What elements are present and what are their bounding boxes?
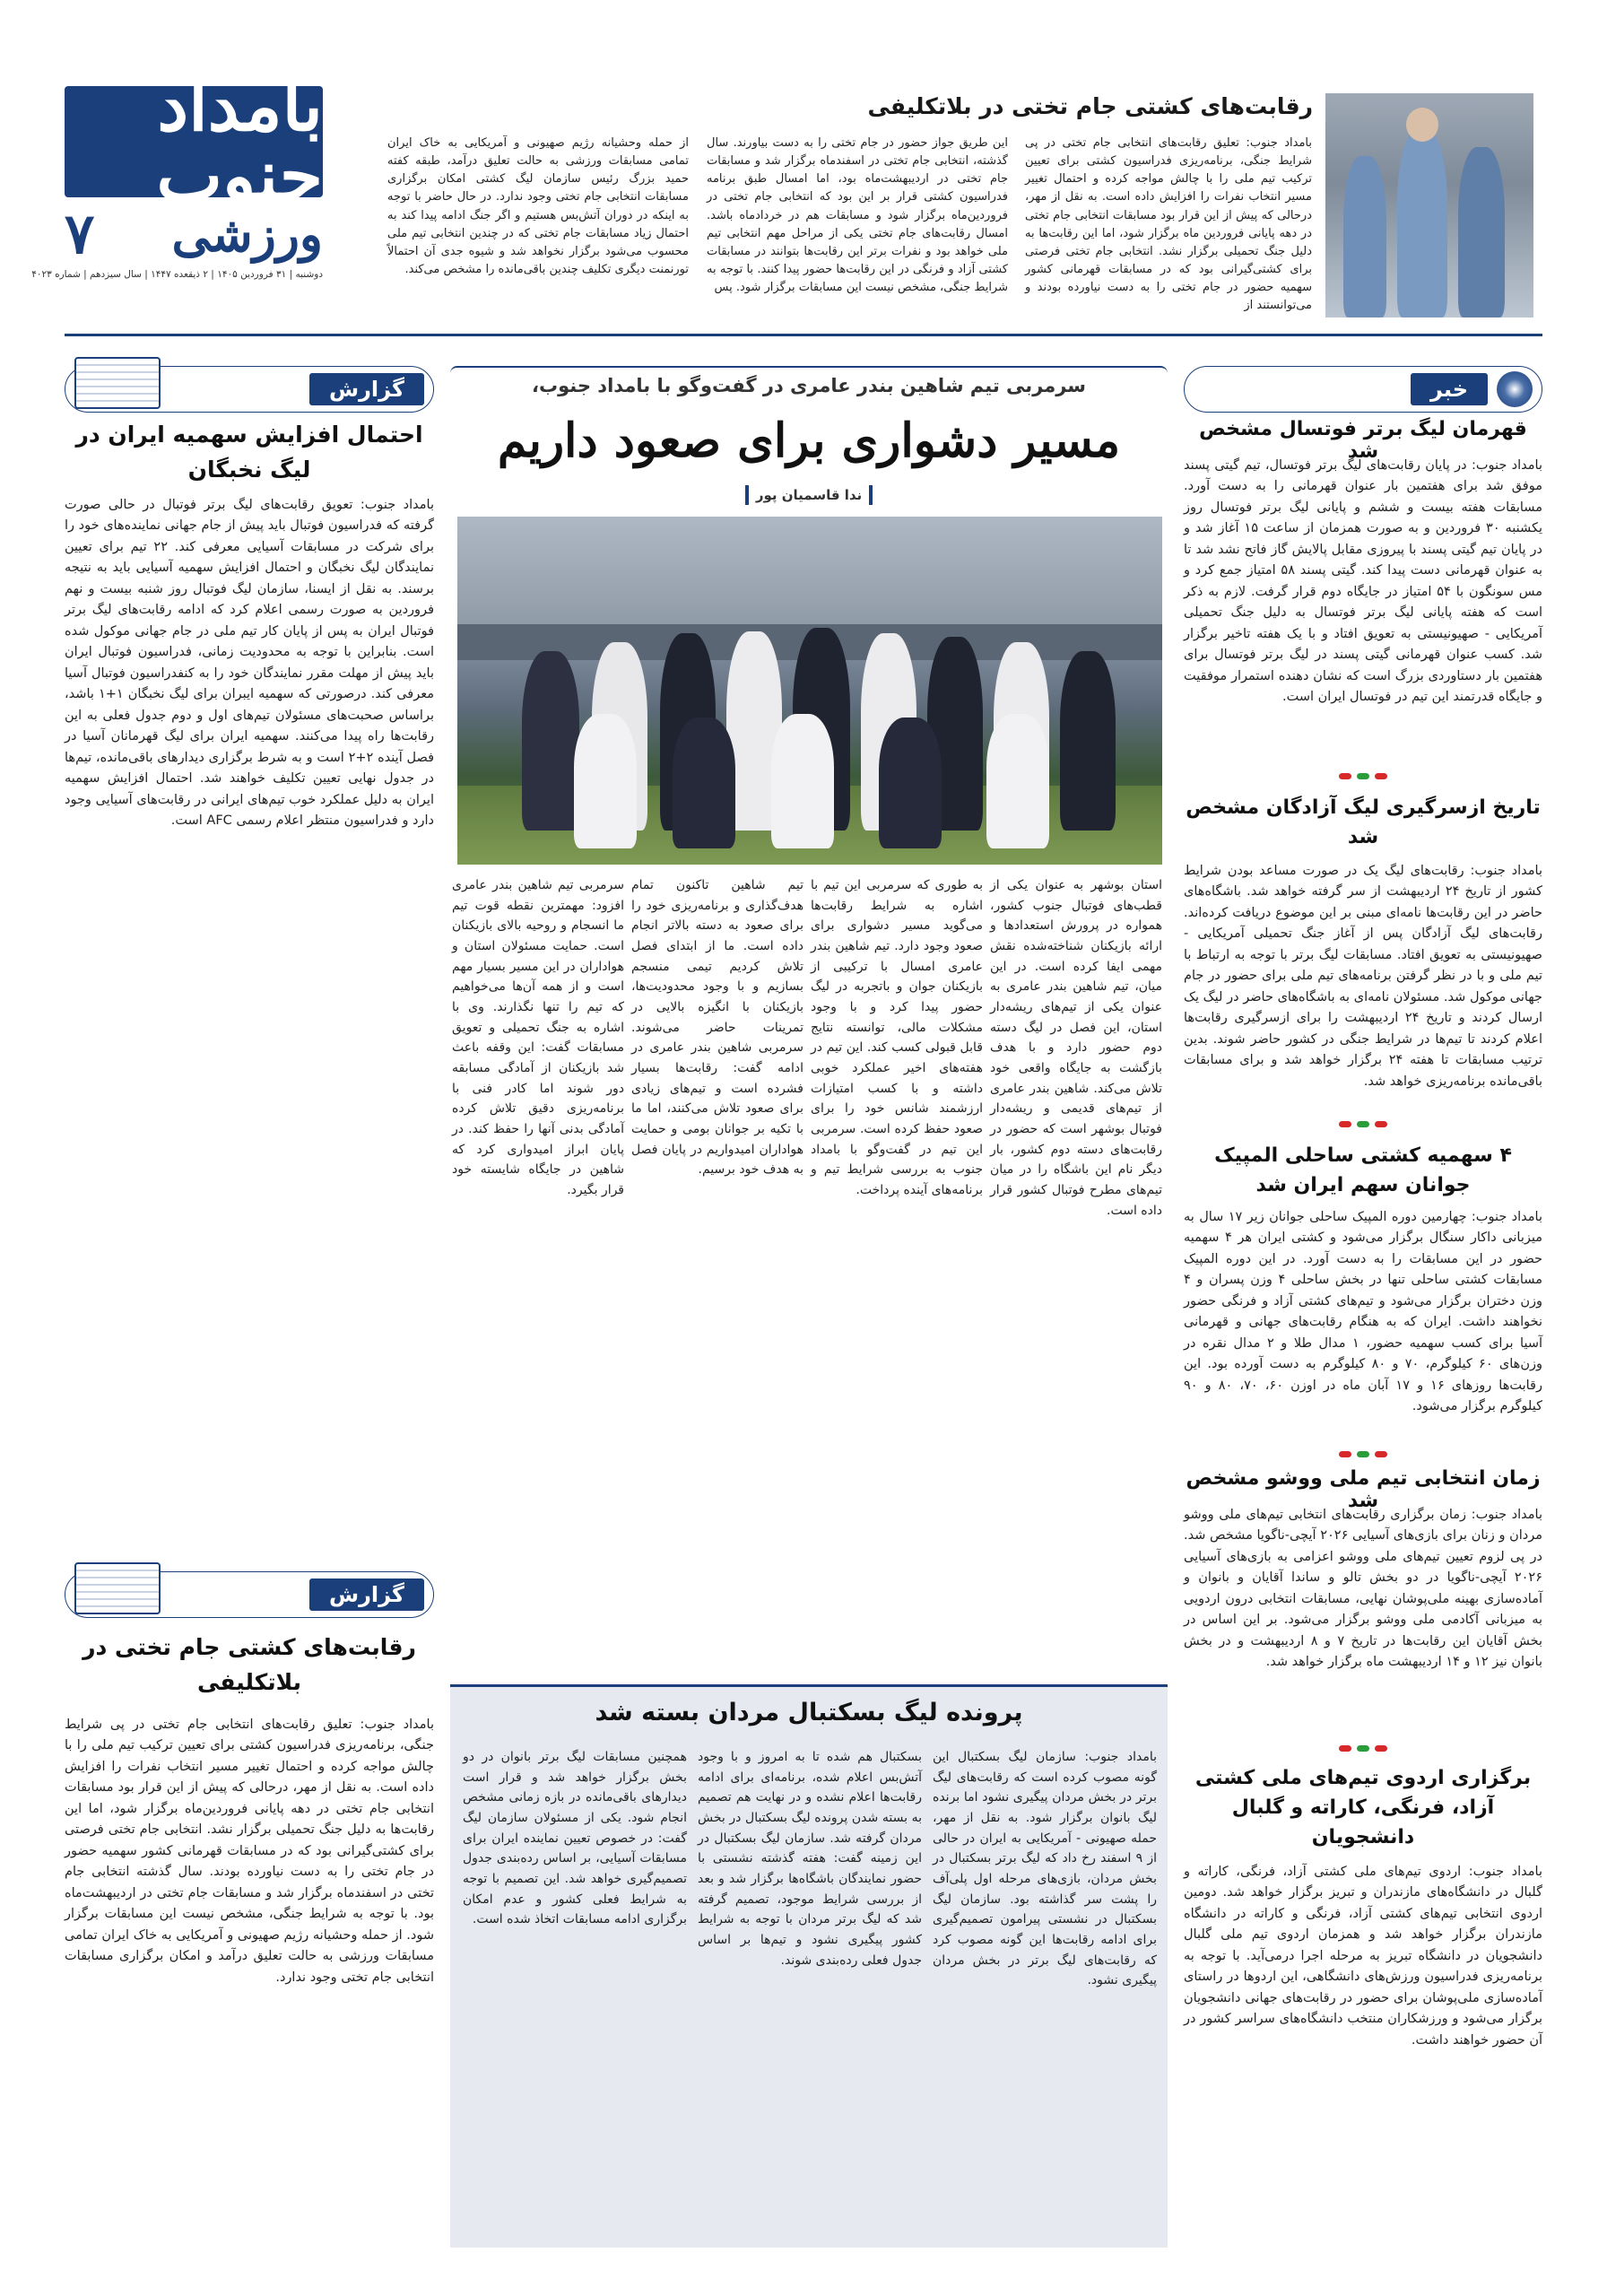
report-1-body: بامداد جنوب: تعویق رقابت‌های لیگ برتر فوتبال در حالی صورت گرفته که فدراسیون فوتبال باید پیش از جام جهانی نماینده‌های خود را برای شرکت در مسابقات آسیایی معرفی کند. ۲۲ تیم برای تعیین نمایندگان لیگ نخبگان و احتمال افزایش سهمیه آسیایی باید به نتیجه برسند. به نقل از ایسنا، سازمان لیگ فوتبال روز شنبه بیست و نهم فروردین به صورت رسمی اعلام کرد که ادامه رقابت‌های لیگ برتر فوتبال ایران به پس از پایان کار تیم ملی در جام جهانی موکول شده است. بنابراین با توجه به محدودیت زمانی، فدراسیون فوتبال ایران باید پیش از مهلت مقرر نمایندگان خود را به کنفدراسیون فوتبال آسیا معرفی کند. درصورتی که سهمیه ایبران برای لیگ نخبگان ۱+۱ باشد، براساس صحبت‌های مسئولان تیم‌های اول و دوم جدول فعلی به این رقابت‌ها راه پیدا می‌کنند. سهمیه ایران برای لیگ قهرمانان آسیا در فصل آینده ۲+۲ است و به شرط برگزاری دیدارهای باقی‌مانده، تیم‌ها در جدول نهایی تعیین تکلیف خواهند شد. احتمال افزایش سهمیه ایران به دلیل عملکرد خوب تیم‌های ایرانی در رقابت‌های آسیایی وجود دارد و فدراسیون منتظر اعلام رسمی AFC است. [65, 498, 434, 829]
page-number: ۷ [65, 201, 95, 266]
news-1-body: بامداد جنوب: در پایان رقابت‌های لیگ برتر فوتسال، تیم گیتی پسند موفق شد برای هفتمین بار عنوان قهرمانی را به دست آورد. مسابقات هفته بیست و ششم و پایانی لیگ برتر فوتسال روز یکشنبه ۳۰ فروردین و به صورت همزمان از ساعت ۱۵ آغاز شد و در پایان تیم گیتی پسند با پیروزی مقابل پالایش گاز فاتح نشد شد تا به عنوان قهرمانی دست پیدا کند. گیتی پسند ۵۸ امتیاز جمع کرد و مس سونگون با ۵۴ امتیاز در جایگاه دوم قرار گرفت. لازم به ذکر است که هفته پایانی لیگ برتر فوتسال به دلیل جنگ تحمیلی آمریکایی - صهیونیستی به تعویق افتاد و با یک هفته تاخیر برگزار شد. کسب عنوان قهرمانی گیتی پسند در لیگ برتر فوتسال برای هفتمین بار دستاوردی بزرگ است که نشان دهنده استمرار موفقیت و جایگاه قدرتمند این تیم در فوتسال ایران است. [1184, 458, 1543, 705]
news-4-title: زمان انتخابی تیم ملی ووشو مشخص شد [1186, 1467, 1541, 1512]
newspaper-icon [74, 1562, 161, 1614]
separator-dot [1357, 1745, 1369, 1752]
globe-icon [1497, 371, 1533, 407]
top-story-col2: این طریق جواز حضور در جام تختی را به دست بیاورند. سال گذشته، انتخابی جام تختی در اسفندماه برگزار شد و مسابقات جام تختی در اردیبهشت‌ماه بود، اما امسال طبق برنامه فدراسیون کشتی قرار بر این بود که انتخابی جام تختی در فروردین‌ماه برگزار شود و مسابقات هم در خردادماه باشد. امسال رقابت‌های جام تختی یکی از مراحل مهم انتخابی تیم ملی خواهد بود و نفرات برتر این رقابت‌ها بتوانند در مسابقات کشتی آزاد و فرنگی در این رقابت‌ها حضور پیدا کنند. با توجه به شرایط جنگی، مشخص نیست این مسابقات برگزار شود. پس [707, 136, 1008, 295]
lead-title: مسیر دشواری برای صعود داریم [497, 413, 1121, 468]
lead-top-rule [450, 366, 1168, 373]
lead-col3: تیم شاهین تاکنون تمام هدف‌گذاری و برنامه‌ریزی خود را برای صعود به دسته بالاتر انجام داده است. ما از ابتدای فصل تلاش کردیم تیمی منسجم بسازیم و با وجود محدودیت‌ها، بازیکنان با انگیزه بالایی در تمرینات حاضر می‌شوند. سرمربی شاهین بندر عامری در ادامه گفت: رقابت‌ها بسیار فشرده است و تیم‌های زیادی برای صعود تلاش می‌کنند، اما ما با تکیه بر جوانان بومی و حمایت هواداران امیدواریم در پایان فصل به هدف خود برسیم. [631, 878, 804, 1178]
section-name: ورزشی [171, 205, 323, 263]
separator-dot [1357, 773, 1369, 779]
dateline: دوشنبه | ۳۱ فروردین ۱۴۰۵ | ۲ ذیقعده ۱۴۴۷ | سال سیزدهم | شماره ۴۰۲۳ [31, 269, 323, 280]
basketball-col1: بامداد جنوب: سازمان لیگ بسکتبال این گونه مصوب کرده است که رقابت‌های لیگ برتر در بخش مردان پیگیری نشود اما برنده لیگ بانوان برگزار شود. به نقل از مهر، حمله صهیونی - آمریکایی به ایران در حالی از ۹ اسفند رخ داد که لیگ برتر بسکتبال در بخش مردان، بازی‌های مرحله اول پلی‌آف را پشت سر گذاشته بود. سازمان لیگ بسکتبال در نشستی پیرامون تصمیم‌گیری برای ادامه رقابت‌ها این گونه مصوب کرد که رقابت‌های لیگ برتر در بخش مردان پیگیری نشود. [933, 1750, 1157, 1988]
news-2-body: بامداد جنوب: رقابت‌های لیگ یک در صورت مساعد بودن شرایط کشور از تاریخ ۲۴ اردیبهشت از سر گرفته خواهد شد. باشگاه‌های حاضر در این رقابت‌ها نامه‌ای مبنی بر این موضوع دریافت کرده‌اند. رقابت‌های لیگ آزادگان پس از آغاز جنگ تحمیلی آمریکایی - صهیونیستی به تعویق افتاد. مسابقات لیگ برتر با توجه به ارتباط با تیم ملی و با در نظر گرفتن برنامه‌های تیم ملی برای حضور در جام جهانی موکول شد. مسئولان نامه‌ای به باشگاه‌های حاضر در لیگ یک ارسال کردند و تاریخ ۲۴ اردیبهشت را برای ازسرگیری رقابت‌ها اعلام کردند تا تیم‌ها در شرایط جنگی در کشور حاضر شوند. بدین ترتیب مسابقات تا هفته ۲۴ برگزار خواهد شد و برای مسابقات باقی‌مانده برنامه‌ریزی خواهد شد. [1184, 864, 1543, 1089]
lead-team-photo [457, 517, 1162, 865]
separator-dot [1375, 1451, 1387, 1457]
masthead-section-row [65, 201, 323, 267]
separator-dot [1339, 773, 1351, 779]
separator [1184, 1451, 1542, 1460]
separator-dot [1375, 1121, 1387, 1127]
separator-dot [1375, 1745, 1387, 1752]
separator [1184, 773, 1542, 782]
report-2-section-header [65, 1571, 434, 1618]
news-3-body: بامداد جنوب: چهارمین دوره المپیک ساحلی جوانان زیر ۱۷ سال به میزبانی داکار سنگال برگزار می‌شود و کشتی ایران هر ۴ سهمیه حضور در این مسابقات را به دست آورد. در این دوره المپیک مسابقات کشتی ساحلی تنها در بخش ساحلی ۴ وزن پسران و ۴ وزن دختران برگزار می‌شود و تیم‌های کشتی آزاد و فرنگی حضور نخواهند داشت. ایران که به هنگام رقابت‌های جهانی و قهرمانی آسیا برای کسب سهمیه حضور، ۱ مدال طلا و ۲ مدال نقره در وزن‌های ۶۰ کیلوگرم، ۷۰ و ۸۰ کیلوگرم به دست آورده بود. این رقابت‌ها روزهای ۱۶ و ۱۷ آبان ماه در اوزن ۶۰، ۷۰، ۸۰ و ۹۰ کیلوگرم برگزار می‌شود. [1184, 1210, 1543, 1414]
report-1-section-label: گزارش [309, 373, 424, 405]
news-section-label: خبر [1411, 373, 1488, 405]
news-section-header [1184, 366, 1542, 413]
lead-col1: استان بوشهر به عنوان یکی از قطب‌های فوتبال جنوب کشور، همواره در پرورش استعدادها و ارائه بازیکنان شناخته‌شده نقش مهمی ایفا کرده است. در این میان، تیم شاهین بندر عامری به عنوان یکی از تیم‌های ریشه‌دار استان، این فصل در لیگ دسته دوم حضور دارد و با هدف بازگشت به جایگاه واقعی خود تلاش می‌کند. شاهین بندر عامری از تیم‌های قدیمی و ریشه‌دار فوتبال بوشهر است که حضور در رقابت‌های دسته دوم کشور، بار دیگر نام این باشگاه را در میان تیم‌های مطرح فوتبال کشور قرار داده است. [990, 878, 1162, 1218]
masthead [31, 65, 323, 285]
separator-dot [1357, 1451, 1369, 1457]
separator-dot [1357, 1121, 1369, 1127]
separator-dot [1375, 773, 1387, 779]
masthead-name: بامداد جنوب [156, 65, 323, 217]
top-story-col3: از حمله وحشیانه رژیم صهیونی و آمریکایی به خاک ایران تمامی مسابقات ورزشی به حالت تعلیق درآمد، طبقه کفته حمید بزرگ رئیس سازمان لیگ کشتی امکان برگزاری مسابقات انتخابی جام تختی وجود ندارد. در حال حاضر با توجه به اینکه در دوران آتش‌بس هستیم و اگر جنگ ادامه پیدا کند به احتمال زیاد مسابقات جام تختی که در چندین انتخابی تیم ملی محسوب می‌شود برگزار نخواهد شد و شیوه جدی آن احتمالاً تورنمنت دیگری تکلیف چندین باقی‌مانده را مشخص می‌کند. [387, 136, 689, 276]
news-3-title: ۴ سهمیه کشتی ساحلی المپیک جوانان سهم ایران شد [1214, 1144, 1512, 1196]
separator-dot [1339, 1451, 1351, 1457]
report-1-section-header [65, 366, 434, 413]
basketball-title: پرونده لیگ بسکتبال مردان بسته شد [595, 1699, 1023, 1726]
basketball-col2: بسکتبال هم شده تا به امروز و با وجود آتش‌بس اعلام شده، برنامه‌ای برای ادامه رقابت‌ها اعلام نشده و در نهایت هم تصمیم به بسته شدن پرونده لیگ بسکتبال در بخش مردان گرفته شد. سازمان لیگ بسکتبال در این زمینه گفت: هفته گذشته نشستی با حضور نمایندگان باشگاه‌ها برگزار شد و بعد از بررسی شرایط موجود، تصمیم گرفته شد که لیگ برتر مردان با توجه به شرایط کشور پیگیری نشود و تیم‌ها بر اساس جدول فعلی رده‌بندی شوند. [698, 1750, 922, 1968]
byline-author: ندا قاسمیان پور [755, 487, 863, 503]
top-story-title: رقابت‌های کشتی جام تختی در بلاتکلیفی [867, 93, 1313, 119]
report-2-title: رقابت‌های کشتی جام تختی در بلاتکلیفی [83, 1634, 416, 1695]
report-2-section-label: گزارش [309, 1578, 424, 1611]
newspaper-icon [74, 357, 161, 409]
basketball-col3: همچنین مسابقات لیگ برتر بانوان در دو بخش برگزار خواهد شد و قرار است دیدارهای باقی‌مانده در بازه زمانی مشخص انجام شود. یکی از مسئولان سازمان لیگ گفت: در خصوص تعیین نماینده ایران برای مسابقات آسیایی، بر اساس رده‌بندی جدول تصمیم‌گیری خواهد شد. این تصمیم با توجه به شرایط فعلی کشور و عدم امکان برگزاری ادامه مسابقات اتخاذ شده است. [463, 1750, 687, 1927]
masthead-name-box [65, 65, 323, 217]
top-rule [65, 334, 1542, 336]
report-1-title: احتمال افزایش سهمیه ایران در لیگ نخبگان [75, 422, 423, 483]
separator-dot [1339, 1121, 1351, 1127]
lead-col4: سرمربی تیم شاهین بندر عامری افزود: مهمترین نقطه قوت تیم ما انسجام و روحیه بالای بازیکنان است. حمایت مسئولان استان و هواداران در این مسیر بسیار مهم است و از همه آن‌ها می‌خواهیم که تیم را تنها نگذارند. وی با اشاره به جنگ تحمیلی و تعویق مسابقات گفت: این وقفه باعث شد بازیکنان از آمادگی مسابقه دور شوند اما کادر فنی با برنامه‌ریزی دقیق تلاش کرده آمادگی بدنی آنها را حفظ کند. در پایان ابراز امیدواری کرد که شاهین در جایگاه شایسته خود قرار بگیرد. [452, 878, 624, 1198]
separator [1184, 1745, 1542, 1754]
lead-byline [717, 483, 900, 508]
lead-kicker: سرمربی تیم شاهین بندر عامری در گفت‌وگو با بامداد جنوب، [532, 375, 1086, 396]
separator-dot [1339, 1745, 1351, 1752]
news-5-title: برگزاری اردوی تیم‌های ملی کشتی آزاد، فرنگی، کاراته و گلبال دانشجویان [1194, 1767, 1532, 1848]
separator [1184, 1121, 1542, 1130]
lead-col2: به طوری که سرمربی این تیم با اشاره به شرایط رقابت‌ها می‌گوید مسیر دشواری برای صعود وجود دارد. تیم شاهین بندر عامری امسال با ترکیبی از بازیکنان جوان و باتجربه در لیگ حضور پیدا کرد و با وجود مشکلات مالی، توانسته نتایج قابل قبولی کسب کند. این تیم در هفته‌های اخیر عملکرد خوبی داشته و با کسب امتیازات ارزشمند شانس خود را برای صعود حفظ کرده است. سرمربی این تیم در گفت‌وگو با بامداد جنوب به بررسی شرایط تیم و برنامه‌های آینده پرداخت. [811, 878, 983, 1198]
top-story-photo [1325, 93, 1533, 317]
top-story-col1: بامداد جنوب: تعلیق رقابت‌های انتخابی جام تختی در پی شرایط جنگی، برنامه‌ریزی فدراسیون کشتی برای تعیین ترکیب تیم ملی را با چالش مواجه کرده و احتمال تغییر مسیر انتخاب نفرات را افزایش داده است. به نقل از مهر، درحالی که پیش از این قرار بود مسابقات انتخابی جام تختی در دهه پایانی فروردین ماه برگزار شود، اما این رقابت‌ها به دلیل جنگ تحمیلی برگزار نشد. انتخابی جام تختی فرصتی برای کشتی‌گیرانی بود که در مسابقات قهرمانی کشور سهمیه حضور در جام تختی را به دست نیاورده بودند و می‌توانستند از [1025, 136, 1312, 313]
news-4-body: بامداد جنوب: زمان برگزاری رقابت‌های انتخابی تیم‌های ملی ووشو مردان و زنان برای بازی‌های آسیایی ۲۰۲۶ آیچی-ناگویا مشخص شد. در پی لزوم تعیین تیم‌های ملی ووشو اعزامی به بازی‌های آسیایی ۲۰۲۶ آیچی-ناگویا در دو بخش تالو و ساندا آقایان و بانوان و آماده‌سازی بهینه ملی‌پوشان نهایی، مسابقات انتخابی درون اردویی به میزبانی آکادمی ملی ووشو برگزار می‌شود. بر این اساس در بخش آقایان این رقابت‌ها در تاریخ ۷ و ۸ اردیبهشت و در بخش بانوان نیز ۱۲ و ۱۴ اردیبهشت ماه برگزار خواهد شد. [1184, 1508, 1542, 1670]
news-1-title: قهرمان لیگ برتر فوتسال مشخص شد [1199, 418, 1527, 463]
news-2-title: تاریخ ازسرگیری لیگ آزادگان مشخص شد [1186, 796, 1541, 848]
report-2-body: بامداد جنوب: تعلیق رقابت‌های انتخابی جام تختی در پی شرایط جنگی، برنامه‌ریزی فدراسیون کشتی برای تعیین ترکیب تیم ملی را با چالش مواجه کرده و احتمال تغییر مسیر انتخاب نفرات را افزایش داده است. به نقل از مهر، درحالی که پیش از این قرار بود مسابقات انتخابی جام تختی در دهه پایانی فروردین‌ماه برگزار شود، اما این رقابت‌ها به دلیل جنگ تحمیلی برگزار نشد. انتخابی جام تختی فرصتی برای کشتی‌گیرانی بود که در مسابقات قهرمانی کشور سهمیه حضور در جام تختی را به دست نیاورده بودند. سال گذشته انتخابی جام تختی در اسفندماه برگزار شد و مسابقات جام تختی در اردیبهشت‌ماه بود. با توجه به شرایط جنگی، مشخص نیست این مسابقات برگزار شود. از حمله وحشیانه رژیم صهیونی و آمریکایی به خاک ایران تمامی مسابقات ورزشی به حالت تعلیق درآمد و امکان برگزاری مسابقات انتخابی جام تختی وجود ندارد. [65, 1718, 434, 1985]
news-5-body: بامداد جنوب: اردوی تیم‌های ملی کشتی آزاد، فرنگی، کاراته و گلبال در دانشگاه‌های مازندران و تبریز برگزار خواهد شد. دومین اردوی انتخابی تیم‌های کشتی آزاد، فرنگی و کاراته در دانشگاه مازندران برگزار خواهد شد و همزمان اردوی تیم ملی گلبال دانشجویان در دانشگاه تبریز به مرحله اجرا درمی‌آید. با توجه به برنامه‌ریزی فدراسیون ورزش‌های دانشگاهی، این اردوها در راستای آماده‌سازی ملی‌پوشان برای حضور در رقابت‌های جهانی دانشجویان برگزار می‌شود و ورزشکاران منتخب دانشگاه‌های سراسر کشور در آن حضور خواهند داشت. [1184, 1865, 1542, 2048]
